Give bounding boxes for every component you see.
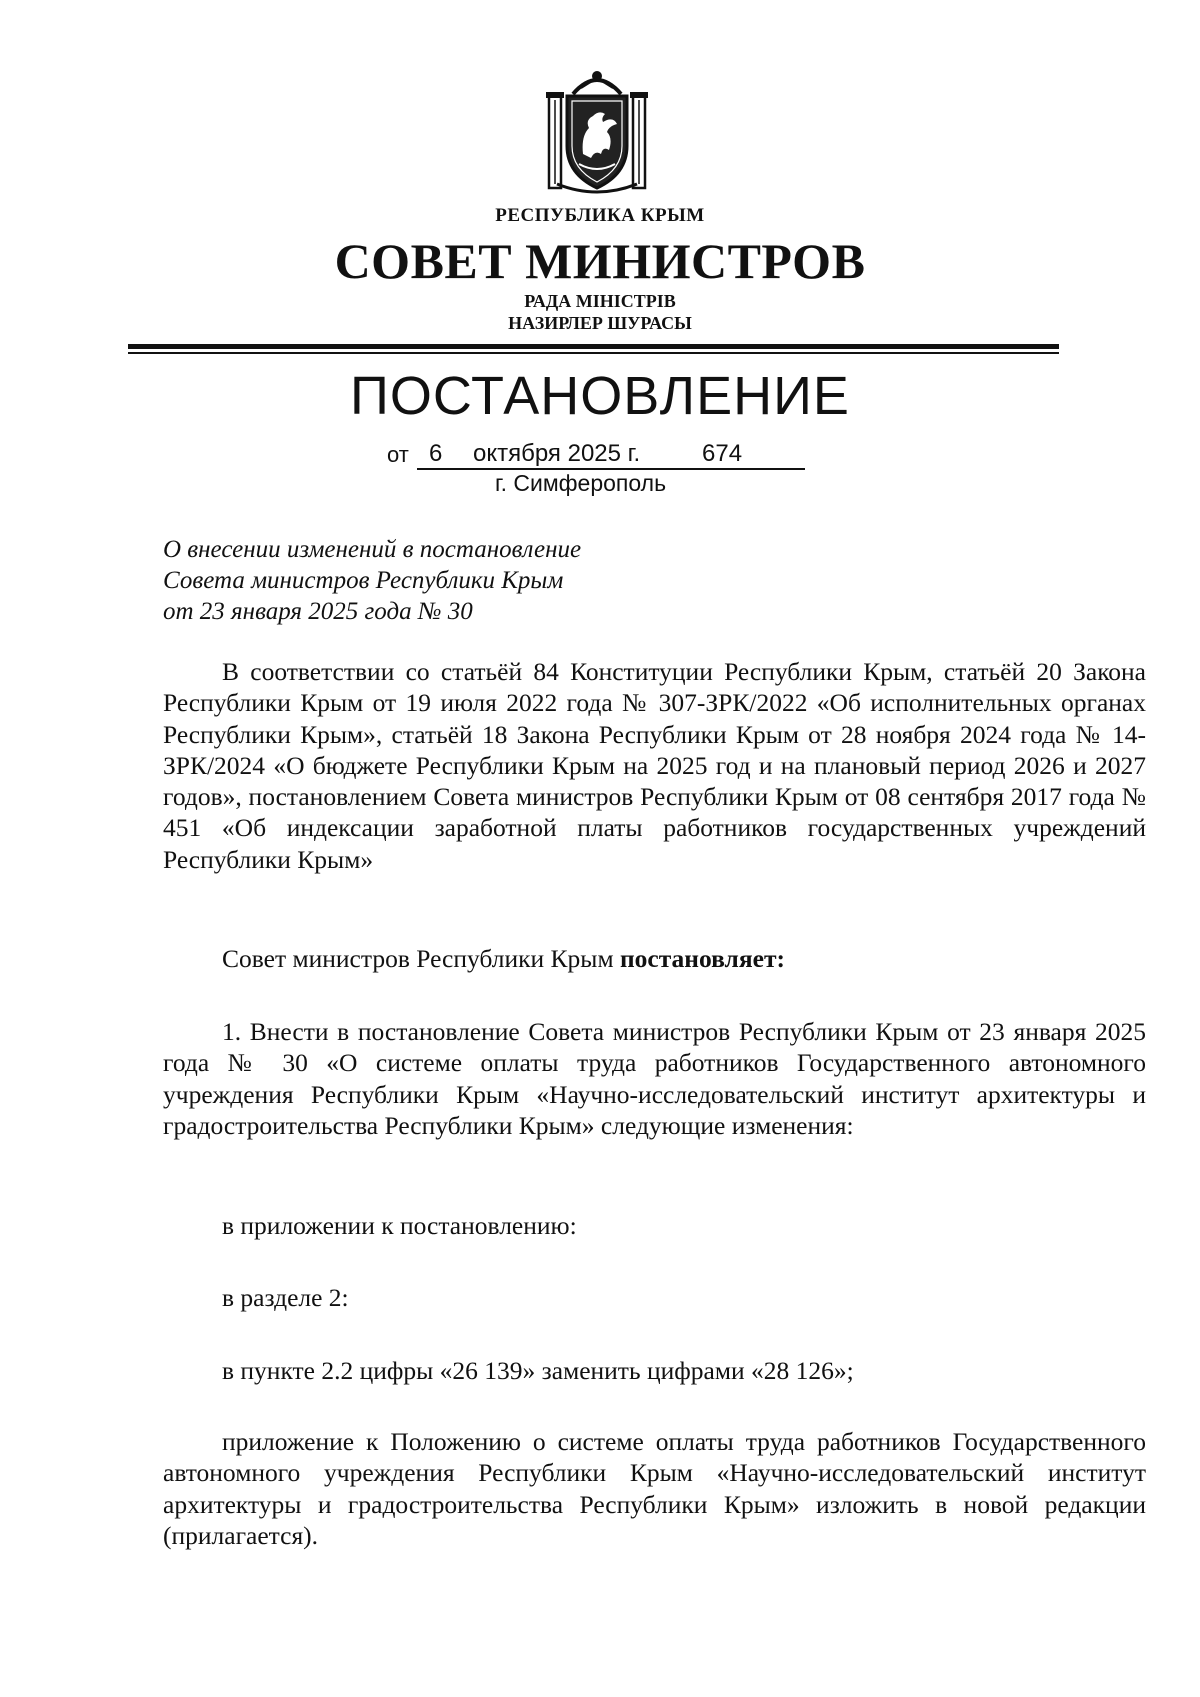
preamble-paragraph: В соответствии со статьёй 84 Конституции Республики Крым, статьёй 20 Закона Республики Крым от 19 июля 2022 года № 307-ЗРК/2022 «Об исполнительных органах Республики Крым», статьёй 18 Закона Республики Крым от 28 ноября 2024 года № 14-ЗРК/2024 «О бюджете Республики Крым на 2025 год и на плановый период 2026 и 2027 годов», постановлением Совета министров Республики Крым от 08 сентября 2017 года № 451 «Об индексации заработной платы работников государственных учреждений Республики Крым» [163, 657, 1146, 874]
resolves-line [222, 944, 785, 974]
header-divider-thin [128, 352, 1059, 354]
council-name-crh: НАЗИРЛЕР ШУРАСЫ [508, 313, 692, 333]
document-city: г. Симферополь [495, 470, 667, 496]
resolves-keyword: постановляет: [619, 944, 785, 973]
title-line: Совета министров Республики Крым [163, 567, 564, 594]
crimea-coat-of-arms-icon [543, 66, 651, 196]
title-line: О внесении изменений в постановление [163, 536, 582, 563]
date-number-line [387, 440, 807, 472]
annex-line: в приложении к постановлению: [222, 1211, 577, 1240]
document-title [163, 534, 581, 627]
council-name: СОВЕТ МИНИСТРОВ [334, 233, 866, 289]
section-line: в разделе 2: [222, 1283, 349, 1312]
point-line: в пункте 2.2 цифры «26 139» заменить цифрами «28 126»; [222, 1356, 854, 1385]
council-name-ua: РАДА МІНІСТРІВ [524, 291, 676, 311]
document-number: 674 [702, 440, 743, 467]
document-month-year: октября 2025 г. [473, 440, 641, 467]
document-day: 6 [429, 440, 443, 467]
republic-name: РЕСПУБЛИКА КРЫМ [495, 205, 705, 226]
date-prefix: от [387, 442, 409, 467]
item-1-paragraph: 1. Внести в постановление Совета министров Республики Крым от 23 января 2025 года № 30 «О системе оплаты труда работников Государственного автономного учреждения Республики Крым «Научно-исследовательский институт архитектуры и градостроительства Республики Крым» следующие изменения: [163, 1017, 1146, 1140]
header-divider-thick [128, 344, 1059, 349]
resolves-text: Совет министров Республики Крым [222, 944, 620, 973]
title-line: от 23 января 2025 года № 30 [163, 598, 473, 625]
document-type: ПОСТАНОВЛЕНИЕ [350, 366, 850, 426]
annex-paragraph: приложение к Положению о системе оплаты труда работников Государственного автономного учреждения Республики Крым «Научно-исследовательский институт архитектуры и градостроительства Республики Крым» изложить в новой редакции (прилагается). [163, 1427, 1146, 1550]
